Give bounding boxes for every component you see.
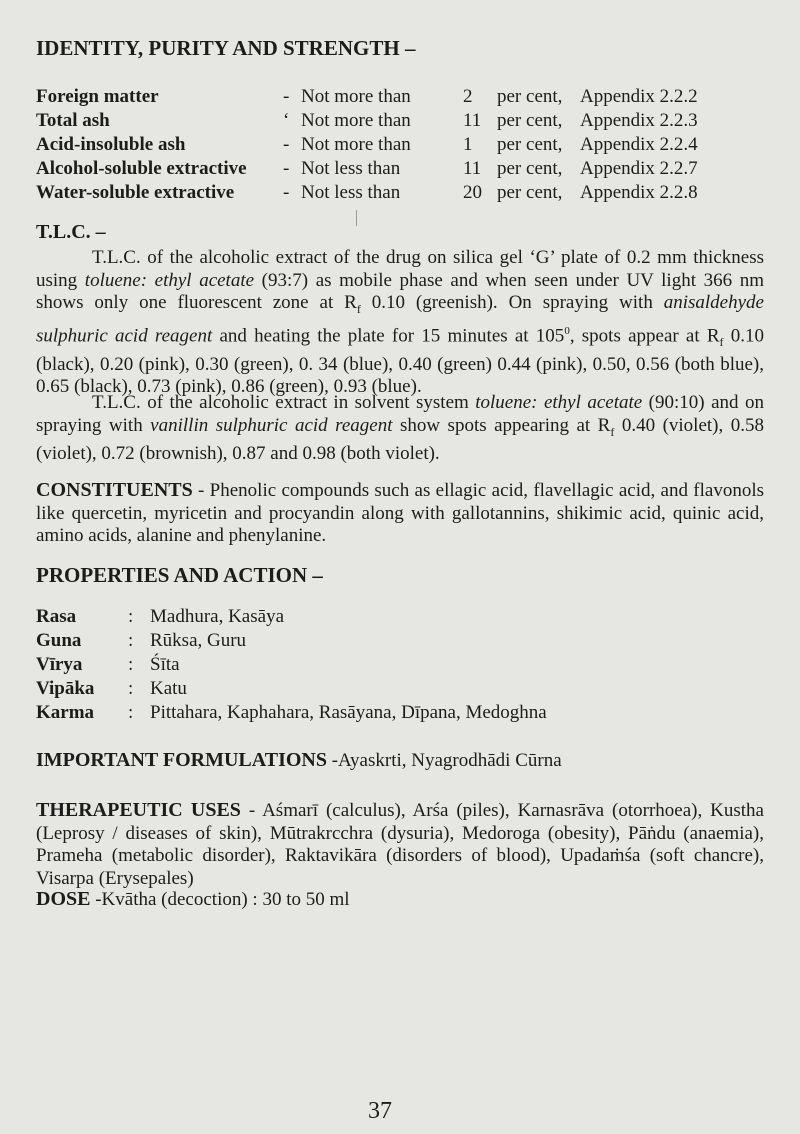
spec-unit: per cent, [497, 110, 563, 131]
spec-appendix: Appendix 2.2.7 [580, 158, 698, 179]
tlc-p2-text-e: show spots appearing at R [392, 414, 611, 436]
property-value: Rūksa, Guru [150, 630, 247, 651]
spec-condition: Not more than [301, 110, 411, 131]
spec-row-total-ash [36, 110, 796, 134]
page-title: IDENTITY, PURITY AND STRENGTH – [36, 36, 416, 60]
spec-value: 2 [463, 86, 473, 107]
spec-dash: - [283, 158, 290, 179]
property-colon: : [128, 606, 134, 627]
constituents-text: - Phenolic compounds such as ellagic acid, flavellagic acid, and flavonols like quercetin, myricetin and procyandin along with gallotannins, shikimic acid, quinic acid, amino acids, alanine and phenylanine. [36, 480, 764, 546]
property-colon: : [128, 654, 134, 675]
property-value: Śīta [150, 654, 180, 675]
spec-appendix: Appendix 2.2.3 [580, 110, 698, 131]
spec-dash: - [283, 134, 290, 155]
tlc-p1-solvent: toluene: ethyl acetate [84, 269, 255, 291]
spec-name: Water-soluble extractive [36, 182, 235, 203]
property-value: Katu [150, 678, 187, 699]
property-key: Vīrya [36, 654, 83, 675]
spec-condition: Not less than [301, 158, 401, 179]
spec-unit: per cent, [497, 158, 563, 179]
property-key: Vipāka [36, 678, 95, 699]
spec-dash: ‘ [283, 110, 290, 131]
spec-value: 20 [463, 182, 482, 203]
spec-name: Foreign matter [36, 86, 159, 107]
tlc-p2-text-a: T.L.C. of the alcoholic extract in solvent system [92, 392, 476, 413]
spec-condition: Not more than [301, 134, 411, 155]
spec-dash: - [283, 86, 290, 107]
formulations-label: IMPORTANT FORMULATIONS [36, 749, 327, 771]
spec-appendix: Appendix 2.2.8 [580, 182, 698, 203]
spec-value: 11 [463, 110, 482, 131]
spec-row-foreign-matter [36, 86, 796, 110]
formulations-text: -Ayaskrti, Nyagrodhādi Cūrna [326, 750, 562, 771]
tlc-p1-text-a: T.L.C. of the alcoholic extract of the drug on silica gel ‘G’ plate of 0.2 mm thickness using [36, 247, 764, 291]
formulations-section [36, 749, 562, 772]
tlc-p2-reagent: vanillin sulphuric acid reagent [150, 414, 393, 436]
tlc-p1-text-f: and heating the plate for 15 minutes at 105 [212, 325, 565, 347]
constituents-section [36, 479, 764, 548]
spec-unit: per cent, [497, 86, 563, 107]
tlc-heading: T.L.C. – [36, 221, 106, 243]
spec-name: Total ash [36, 110, 110, 131]
spec-dash: - [283, 182, 290, 203]
constituents-label: CONSTITUENTS [36, 479, 193, 501]
dose-label: DOSE [36, 888, 91, 910]
page-number: 37 [368, 1098, 392, 1124]
tlc-p2-text-f: 0.40 (violet), 0.58 (violet), 0.72 (brownish), 0.87 and 0.98 (both violet). [36, 414, 764, 464]
dose-text: -Kvātha (decoction) : 30 to 50 ml [90, 889, 350, 910]
property-key: Rasa [36, 606, 77, 627]
spec-condition: Not less than [301, 182, 401, 203]
tlc-p1-text-d: 0.10 (greenish). On spraying with [360, 292, 664, 313]
spec-name: Alcohol-soluble extractive [36, 158, 247, 179]
property-colon: : [128, 702, 134, 723]
spec-row-alcohol-soluble-extractive [36, 158, 796, 182]
therapeutic-label: THERAPEUTIC USES [36, 799, 241, 821]
tlc-paragraph-1 [36, 247, 764, 399]
tlc-p1-sub-f: f [356, 301, 361, 316]
property-value: Madhura, Kasāya [150, 606, 285, 627]
properties-heading: PROPERTIES AND ACTION – [36, 563, 323, 587]
tlc-p1-degree: 0 [564, 325, 570, 338]
spec-row-water-soluble-extractive [36, 182, 796, 206]
spec-appendix: Appendix 2.2.4 [580, 134, 698, 155]
tlc-p2-sub-f: f [610, 424, 615, 439]
scan-mark [356, 210, 357, 226]
tlc-p1-text-g: , spots appear at R [569, 325, 720, 347]
spec-unit: per cent, [497, 182, 563, 203]
tlc-p1-reagent: anisaldehyde sulphuric acid reagent [36, 292, 764, 347]
therapeutic-text: - Aśmarī (calculus), Arśa (piles), Karnasrāva (otorrhoea), Kustha (Leprosy / diseases of skin), Mūtrakrcchra (dysuria), Medoroga (obesity), Pāṅdu (anaemia), Prameha (metabolic disorder), Raktavikāra (disorders of blood), Upadaṁśa (soft chancre), Visarpa (Erysepales) [36, 800, 764, 889]
spec-appendix: Appendix 2.2.2 [580, 86, 698, 107]
tlc-paragraph-2 [36, 392, 764, 465]
spec-value: 11 [463, 158, 482, 179]
property-value: Pittahara, Kaphahara, Rasāyana, Dīpana, Medoghna [150, 702, 547, 723]
spec-name: Acid-insoluble ash [36, 134, 186, 155]
tlc-p1-text-c: (93:7) as mobile phase and when seen under UV light 366 nm shows only one fluorescent zone at R [36, 269, 764, 313]
therapeutic-section [36, 799, 764, 890]
dose-section [36, 888, 350, 911]
property-colon: : [128, 630, 134, 651]
tlc-p1-sub-f2: f [719, 335, 724, 350]
spec-condition: Not more than [301, 86, 411, 107]
property-key: Karma [36, 702, 95, 723]
spec-unit: per cent, [497, 134, 563, 155]
spec-value: 1 [463, 134, 473, 155]
tlc-p2-solvent: toluene: ethyl acetate [475, 392, 643, 413]
tlc-p1-text-h: 0.10 (black), 0.20 (pink), 0.30 (green), 0. 34 (blue), 0.40 (green) 0.44 (pink), 0.50, 0.56 (both blue), 0.65 (black), 0.73 (pink), 0.86 (green), 0.93 (blue). [36, 325, 765, 398]
property-key: Guna [36, 630, 82, 651]
property-colon: : [128, 678, 134, 699]
tlc-p2-text-c: (90:10) and on spraying with [36, 392, 764, 436]
spec-row-acid-insoluble-ash [36, 134, 796, 158]
